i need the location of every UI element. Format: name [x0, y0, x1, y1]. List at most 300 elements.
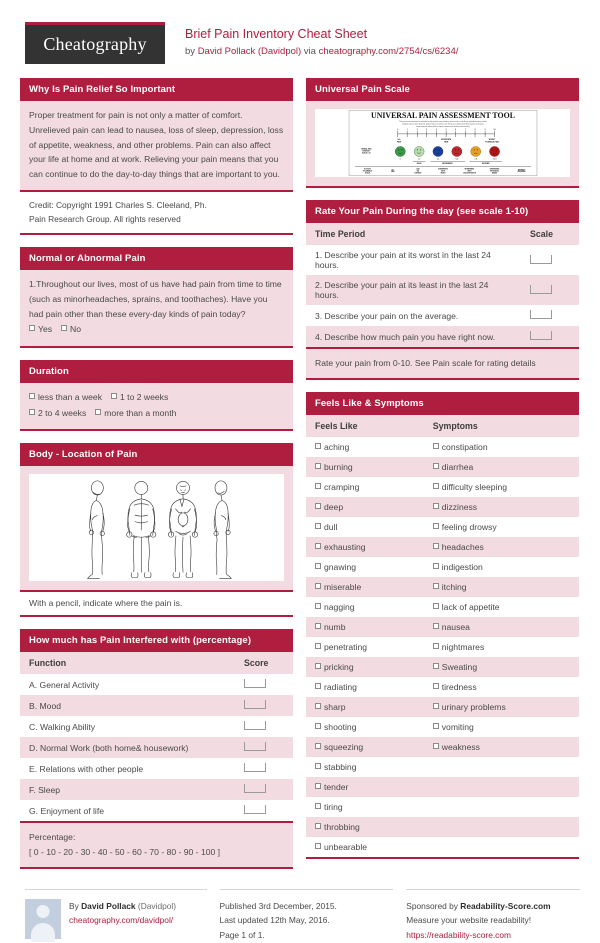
checkbox-option-yes[interactable] [29, 324, 52, 334]
checkbox-label: vomiting [441, 721, 474, 732]
block-pain-interference [20, 629, 293, 868]
byline-prefix: by [185, 45, 198, 57]
footer-by-label: By [69, 900, 82, 911]
feels-like-cell[interactable] [306, 797, 424, 817]
symptom-cell[interactable] [424, 517, 579, 537]
block-why-pain-relief [20, 78, 293, 235]
table-row [306, 557, 579, 577]
checkbox-icon[interactable] [315, 543, 321, 549]
score-input-box[interactable] [244, 679, 266, 688]
svg-text:3-4: 3-4 [436, 158, 439, 161]
checkbox-icon[interactable] [315, 523, 321, 529]
checkbox-option-2-to-4-weeks[interactable] [29, 408, 86, 418]
footer-profile-link[interactable]: cheatography.com/davidpol/ [69, 915, 174, 926]
checkbox-label: penetrating [324, 641, 368, 652]
svg-text:10: 10 [492, 129, 496, 132]
score-cell[interactable] [235, 674, 293, 695]
feels-like-symptoms-table [306, 415, 579, 857]
checkbox-option-more-than-a-month[interactable] [95, 408, 176, 418]
why-pain-relief-credit [20, 190, 293, 234]
checkbox-label: burning [324, 461, 353, 472]
checkbox-label-no: No [70, 323, 82, 334]
footer-sponsor-line [406, 899, 550, 914]
table-row [306, 617, 579, 637]
scale-input-box[interactable] [530, 255, 552, 264]
checkbox-icon[interactable] [315, 783, 321, 789]
function-label: B. Mood [20, 695, 235, 716]
footer-publish-block [220, 889, 394, 943]
feels-like-cell[interactable] [306, 677, 424, 697]
symptom-cell[interactable] [424, 577, 579, 597]
table-row [306, 597, 579, 617]
yes-no-options [29, 322, 284, 338]
svg-text:MILD: MILD [416, 163, 421, 166]
scale-cell[interactable] [521, 326, 579, 347]
scale-input-box[interactable] [530, 331, 552, 340]
svg-text:SCALE: SCALE [364, 173, 370, 175]
checkbox-label: shooting [324, 721, 357, 732]
column-header-score: Score [235, 652, 293, 674]
feels-like-cell[interactable] [306, 437, 424, 457]
checkbox-icon[interactable] [315, 463, 321, 469]
checkbox-icon[interactable] [433, 543, 439, 549]
footer-published: Published 3rd December, 2015. [219, 900, 337, 911]
checkbox-label: dull [324, 521, 338, 532]
footer-sponsor-tagline: Measure your website readability! [406, 915, 532, 926]
checkbox-icon[interactable] [433, 483, 439, 489]
checkbox-option-no[interactable] [61, 324, 81, 334]
right-column [306, 78, 579, 871]
symptom-cell[interactable] [424, 717, 579, 737]
svg-text:INTERFERES: INTERFERES [489, 169, 499, 171]
table-row [306, 537, 579, 557]
function-label: C. Walking Ability [20, 716, 235, 737]
footer-sponsor-link[interactable]: https://readability-score.com [406, 930, 511, 941]
feels-like-cell[interactable] [306, 837, 424, 857]
svg-text:CAN: CAN [415, 169, 419, 171]
rate-pain-table [306, 223, 579, 347]
body-location-caption: With a pencil, indicate where the pain is. [20, 590, 293, 615]
svg-text:BEDREST: BEDREST [517, 170, 525, 172]
checkbox-option-less-than-a-week[interactable] [29, 392, 102, 402]
checkbox-label: nagging [324, 601, 355, 612]
svg-text:1: 1 [406, 129, 408, 132]
score-cell[interactable] [235, 800, 293, 821]
checkbox-icon[interactable] [315, 603, 321, 609]
checkbox-label: 2 to 4 weeks [38, 407, 87, 418]
svg-text:PAIN: PAIN [443, 141, 448, 144]
symptom-cell[interactable] [424, 537, 579, 557]
checkbox-icon[interactable] [111, 393, 117, 399]
svg-text:expressed pain when patient ca: expressed pain when patient cannot communicate his/her pain intensity. [415, 125, 470, 128]
svg-text:4: 4 [435, 129, 437, 132]
table-row [306, 697, 579, 717]
svg-text:PAIN: PAIN [390, 172, 394, 174]
table-row [306, 457, 579, 477]
symptom-cell[interactable] [424, 617, 579, 637]
universal-pain-scale-wrap [306, 101, 579, 186]
table-row [306, 326, 579, 347]
pain-interference-table [20, 652, 293, 821]
table-row [306, 677, 579, 697]
checkbox-icon[interactable] [433, 503, 439, 509]
checkbox-label: 1 to 2 weeks [120, 391, 169, 402]
byline [185, 44, 458, 59]
checkbox-icon[interactable] [315, 843, 321, 849]
checkbox-label: headaches [441, 541, 484, 552]
svg-text:SEVERE: SEVERE [481, 163, 490, 166]
svg-text:MODERATE: MODERATE [441, 163, 453, 166]
svg-text:7: 7 [464, 129, 466, 132]
checkbox-icon[interactable] [433, 743, 439, 749]
footer-sponsor-url-line [406, 928, 550, 943]
footer-author-text [69, 899, 176, 943]
footer-updated: Last updated 12th May, 2016. [219, 915, 330, 926]
checkbox-icon[interactable] [315, 583, 321, 589]
feels-like-cell[interactable] [306, 757, 424, 777]
time-period-label: 1. Describe your pain at its worst in the last 24 hours. [306, 245, 521, 275]
column-header-feels-like: Feels Like [306, 415, 424, 437]
checkbox-icon[interactable] [433, 523, 439, 529]
checkbox-label: unbearable [324, 841, 368, 852]
symptom-cell[interactable] [424, 597, 579, 617]
checkbox-icon[interactable] [61, 325, 67, 331]
checkbox-icon[interactable] [433, 703, 439, 709]
symptom-cell [424, 837, 579, 857]
time-period-label: 2. Describe your pain at its least in the last 24 hours. [306, 275, 521, 305]
block-universal-pain-scale [306, 78, 579, 188]
checkbox-icon[interactable] [29, 393, 35, 399]
checkbox-icon[interactable] [433, 583, 439, 589]
duration-options-row-1 [29, 390, 284, 406]
block-duration [20, 360, 293, 432]
feels-like-cell[interactable] [306, 497, 424, 517]
normal-or-abnormal-question: 1.Throughout our lives, most of us have had pain from time to time (such as minorheadaches, sprains, and toothaches). Have you had pain other than these every-day kinds of pain today? [29, 279, 282, 320]
checkbox-label: pricking [324, 661, 354, 672]
symptom-cell[interactable] [424, 677, 579, 697]
scale-input-box[interactable] [530, 285, 552, 294]
checkbox-label: stabbing [324, 761, 357, 772]
checkbox-label-yes: Yes [38, 323, 53, 334]
time-period-label: 4. Describe how much pain you have right now. [306, 326, 521, 347]
feels-like-cell[interactable] [306, 457, 424, 477]
why-pain-relief-body [20, 101, 293, 190]
block-feels-like-symptoms [306, 392, 579, 859]
checkbox-label: nausea [441, 621, 470, 632]
feels-like-cell[interactable] [306, 517, 424, 537]
svg-text:WORST: WORST [488, 139, 495, 142]
page-title: Brief Pain Inventory Cheat Sheet [185, 27, 368, 41]
checkbox-label: itching [441, 581, 467, 592]
svg-text:3: 3 [425, 129, 427, 132]
feels-like-cell[interactable] [306, 577, 424, 597]
table-row [306, 517, 579, 537]
svg-text:TOLERANCE: TOLERANCE [362, 171, 372, 173]
svg-text:TASKS: TASKS [440, 173, 445, 175]
score-input-box[interactable] [244, 805, 266, 814]
table-row [20, 758, 293, 779]
author-link[interactable]: David Pollack (Davidpol) [197, 45, 302, 57]
footer-sponsor-block [406, 889, 580, 943]
feels-like-cell[interactable] [306, 637, 424, 657]
table-row [306, 817, 579, 837]
table-row [20, 779, 293, 800]
scale-cell[interactable] [521, 275, 579, 305]
checkbox-icon[interactable] [29, 409, 35, 415]
svg-text:NO: NO [391, 170, 394, 172]
symptom-cell[interactable] [424, 437, 579, 457]
avatar-head-shape [37, 905, 50, 918]
checkbox-icon[interactable] [433, 443, 439, 449]
scale-input-box[interactable] [530, 310, 552, 319]
svg-text:6: 6 [454, 129, 456, 132]
checkbox-icon[interactable] [315, 743, 321, 749]
symptom-cell[interactable] [424, 737, 579, 757]
symptom-cell[interactable] [424, 637, 579, 657]
checkbox-label: dizziness [441, 501, 478, 512]
logo-text: Cheatography [43, 34, 147, 54]
checkbox-icon[interactable] [315, 803, 321, 809]
checkbox-label: difficulty sleeping [441, 481, 508, 492]
block-title-normal-or-abnormal-pain: Normal or Abnormal Pain [20, 247, 293, 270]
symptom-cell[interactable] [424, 457, 579, 477]
block-rate-your-pain [306, 200, 579, 380]
table-row [20, 737, 293, 758]
footer-sponsor-name: Readability-Score.com [460, 900, 551, 911]
body-diagram-wrap [20, 466, 293, 590]
feels-like-cell[interactable] [306, 557, 424, 577]
score-cell[interactable] [235, 695, 293, 716]
scale-cell[interactable] [521, 305, 579, 326]
checkbox-label: numb [324, 621, 346, 632]
symptom-cell[interactable] [424, 697, 579, 717]
svg-text:ACTIVITY: ACTIVITY [363, 169, 371, 171]
symptom-cell[interactable] [424, 477, 579, 497]
header-titles [185, 22, 458, 59]
source-url-link[interactable]: cheatography.com/2754/cs/6234/ [318, 45, 459, 57]
table-row [306, 437, 579, 457]
svg-text:0: 0 [396, 129, 398, 132]
checkbox-icon[interactable] [315, 483, 321, 489]
symptom-cell[interactable] [424, 557, 579, 577]
footer-sponsor-prefix: Sponsored by [406, 900, 461, 911]
cheatography-logo[interactable] [25, 22, 165, 64]
checkbox-label: aching [324, 441, 350, 452]
svg-text:9-10: 9-10 [492, 158, 496, 161]
checkbox-label: tiring [324, 801, 343, 812]
svg-text:2: 2 [416, 129, 418, 132]
checkbox-icon[interactable] [433, 643, 439, 649]
svg-text:5: 5 [445, 129, 447, 132]
function-label: E. Relations with other people [20, 758, 235, 779]
feels-like-cell[interactable] [306, 477, 424, 497]
pain-assessment-svg [343, 110, 543, 176]
svg-text:Explain and use 0-10 Scale for: Explain and use 0-10 Scale for patient self-assessment. Use the faces or behavioral observations to interpret [401, 123, 484, 126]
symptom-cell [424, 817, 579, 837]
checkbox-icon[interactable] [315, 503, 321, 509]
checkbox-label: diarrhea [441, 461, 474, 472]
score-cell[interactable] [235, 758, 293, 779]
score-cell[interactable] [235, 716, 293, 737]
block-title-universal-pain-scale: Universal Pain Scale [306, 78, 579, 101]
rate-pain-note-text: Rate your pain from 0-10. See Pain scale for rating details [315, 358, 536, 368]
checkbox-label: exhausting [324, 541, 366, 552]
score-input-box[interactable] [244, 784, 266, 793]
table-row [306, 757, 579, 777]
function-label: D. Normal Work (both home& housework) [20, 737, 235, 758]
svg-text:SCALE 0-10: SCALE 0-10 [361, 153, 371, 155]
checkbox-label: tiredness [441, 681, 477, 692]
why-pain-relief-text: Proper treatment for pain is not only a matter of comfort. Unrelieved pain can lead to nausea, loss of sleep, depression, loss of appetite, weakness, and other problems. Pain can also affect your life at home and at work. Relieving your pain means that you can continue to do the day-to-day things that are important to you. [29, 110, 284, 180]
svg-text:PAIN: PAIN [396, 141, 401, 144]
table-row [20, 800, 293, 821]
checkbox-icon[interactable] [95, 409, 101, 415]
function-label: A. General Activity [20, 674, 235, 695]
svg-text:BE: BE [416, 171, 419, 173]
footer-author-handle: (Davidpol) [135, 900, 177, 911]
symptom-cell [424, 757, 579, 777]
checkbox-icon[interactable] [433, 563, 439, 569]
feels-like-cell[interactable] [306, 717, 424, 737]
checkbox-icon[interactable] [433, 623, 439, 629]
credit-line-2: Pain Research Group. All rights reserved [29, 214, 181, 225]
footer-author-name: David Pollack [81, 900, 136, 911]
svg-text:INTENSITY: INTENSITY [361, 151, 370, 153]
table-row [306, 737, 579, 757]
checkbox-icon[interactable] [315, 623, 321, 629]
table-row [20, 716, 293, 737]
svg-text:0: 0 [399, 158, 401, 161]
feels-like-cell[interactable] [306, 597, 424, 617]
table-row [306, 797, 579, 817]
svg-text:7-8: 7-8 [473, 158, 477, 161]
svg-text:NO: NO [397, 139, 400, 142]
checkbox-label: constipation [441, 441, 488, 452]
table-row [306, 497, 579, 517]
checkbox-label: Sweating [441, 661, 478, 672]
column-header-symptoms: Symptoms [424, 415, 579, 437]
scale-cell[interactable] [521, 245, 579, 275]
checkbox-label: cramping [324, 481, 360, 492]
feels-like-cell[interactable] [306, 817, 424, 837]
feels-like-cell[interactable] [306, 657, 424, 677]
table-header-row [20, 652, 293, 674]
svg-text:This pain assessment tool is i: This pain assessment tool is intended to help patient care providers assess pain according to individual patient needs. [398, 120, 487, 123]
footer-author-block [25, 889, 207, 943]
checkbox-icon[interactable] [315, 763, 321, 769]
feels-like-cell[interactable] [306, 777, 424, 797]
block-title-rate-your-pain: Rate Your Pain During the day (see scale 1-10) [306, 200, 579, 223]
checkbox-icon[interactable] [315, 563, 321, 569]
feels-like-cell[interactable] [306, 617, 424, 637]
checkbox-icon[interactable] [315, 663, 321, 669]
block-title-body-location: Body - Location of Pain [20, 443, 293, 466]
feels-like-cell[interactable] [306, 737, 424, 757]
checkbox-label: squeezing [324, 741, 364, 752]
checkbox-option-1-to-2-weeks[interactable] [111, 392, 168, 402]
checkbox-icon[interactable] [315, 823, 321, 829]
column-header-function: Function [20, 652, 235, 674]
score-cell[interactable] [235, 779, 293, 800]
checkbox-icon[interactable] [315, 723, 321, 729]
checkbox-icon[interactable] [433, 603, 439, 609]
checkbox-label: throbbing [324, 821, 360, 832]
symptom-cell [424, 777, 579, 797]
checkbox-label: miserable [324, 581, 362, 592]
svg-text:POSSIBLE PAIN: POSSIBLE PAIN [484, 141, 499, 144]
checkbox-icon[interactable] [29, 325, 35, 331]
checkbox-icon[interactable] [433, 723, 439, 729]
checkbox-icon[interactable] [433, 683, 439, 689]
block-body-location-of-pain [20, 443, 293, 617]
checkbox-label: indigestion [441, 561, 483, 572]
duration-body [20, 383, 293, 430]
table-row [306, 657, 579, 677]
block-title-pain-interference: How much has Pain Interfered with (percentage) [20, 629, 293, 652]
score-input-box[interactable] [244, 700, 266, 709]
percentage-note [20, 821, 293, 866]
checkbox-icon[interactable] [315, 443, 321, 449]
svg-text:8: 8 [473, 129, 476, 132]
avatar-body-shape [31, 923, 55, 942]
body-diagram-image [29, 474, 284, 581]
function-label: F. Sleep [20, 779, 235, 800]
checkbox-icon[interactable] [315, 643, 321, 649]
svg-text:IGNORED: IGNORED [413, 173, 421, 175]
time-period-label: 3. Describe your pain on the average. [306, 305, 521, 326]
feels-like-cell[interactable] [306, 697, 424, 717]
feels-like-cell[interactable] [306, 537, 424, 557]
table-row [306, 477, 579, 497]
svg-text:INTERFERES: INTERFERES [437, 169, 448, 171]
checkbox-label: more than a month [104, 407, 177, 418]
table-header-row [306, 415, 579, 437]
user-avatar-placeholder [25, 899, 61, 939]
percentage-scale: [ 0 - 10 - 20 - 30 - 40 - 50 - 60 - 70 - 80 - 90 - 100 ] [29, 847, 221, 858]
svg-text:WITH: WITH [466, 171, 471, 173]
score-cell[interactable] [235, 737, 293, 758]
footer-sponsor-text [406, 899, 550, 943]
table-row [306, 637, 579, 657]
table-row [306, 777, 579, 797]
duration-options-row-2 [29, 406, 284, 422]
left-column [20, 78, 293, 881]
svg-text:9: 9 [484, 129, 486, 132]
score-input-box[interactable] [244, 763, 266, 772]
svg-text:CONCENTRATION: CONCENTRATION [462, 173, 476, 175]
checkbox-label: nightmares [441, 641, 485, 652]
svg-text:VERBAL PAIN: VERBAL PAIN [360, 149, 371, 151]
credit-line-1: Credit: Copyright 1991 Charles S. Cleeland, Ph. [29, 199, 207, 210]
rate-pain-note [306, 347, 579, 378]
function-label: G. Enjoyment of life [20, 800, 235, 821]
checkbox-icon[interactable] [433, 663, 439, 669]
checkbox-icon[interactable] [315, 683, 321, 689]
svg-text:1-2: 1-2 [417, 158, 420, 161]
checkbox-label: weakness [441, 741, 480, 752]
symptom-cell[interactable] [424, 657, 579, 677]
footer-profile-line [69, 913, 176, 928]
page-header [20, 0, 580, 78]
checkbox-icon[interactable] [433, 463, 439, 469]
score-input-box[interactable] [244, 721, 266, 730]
svg-text:MODERATE: MODERATE [440, 139, 451, 142]
column-header-time-period: Time Period [306, 223, 521, 245]
symptom-cell[interactable] [424, 497, 579, 517]
checkbox-icon[interactable] [315, 703, 321, 709]
checkbox-label: feeling drowsy [441, 521, 497, 532]
score-input-box[interactable] [244, 742, 266, 751]
